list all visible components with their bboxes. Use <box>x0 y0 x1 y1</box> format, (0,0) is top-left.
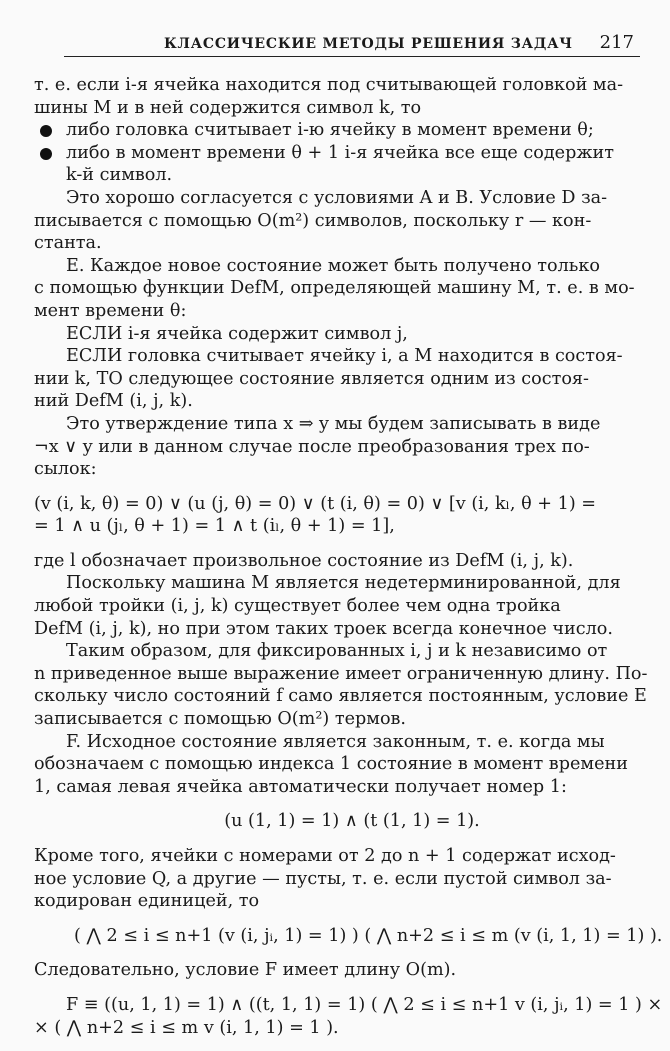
paragraph-1 <box>34 74 630 119</box>
formula-1 <box>34 493 630 538</box>
bullet-icon <box>40 148 52 160</box>
formula-4 <box>34 994 663 1039</box>
paragraph-9 <box>34 845 630 913</box>
text-line: Это утверждение типа x ⇒ y мы будем записывать в виде <box>66 413 601 434</box>
text-line: 1, самая левая ячейка автоматически получает номер 1: <box>34 776 567 797</box>
text-line: ЕСЛИ головка считывает ячейку i, а M находится в состоя- <box>66 346 623 367</box>
text-line: n приведенное выше выражение имеет ограниченную длину. По- <box>34 663 648 684</box>
rule-if-2 <box>34 345 630 413</box>
text-line: ное условие Q, а другие — пусты, т. е. если пустой символ за- <box>34 868 612 889</box>
formula-line: × ( ⋀ n+2 ≤ i ≤ m v (i, 1, 1) = 1 ). <box>34 1017 339 1038</box>
text-line: скольку число состояний f само является постоянным, условие E <box>34 686 647 707</box>
paragraph-8 <box>34 731 630 799</box>
formula-2: (u (1, 1) = 1) ∧ (t (1, 1) = 1). <box>224 811 480 832</box>
text-line: писывается с помощью O(m²) символов, поскольку r — кон- <box>34 210 592 231</box>
text-line: E. Каждое новое состояние может быть получено только <box>66 255 600 276</box>
text-line: станта. <box>34 233 102 254</box>
text-line: записывается с помощью O(m²) термов. <box>34 709 407 730</box>
text-line: мент времени θ: <box>34 300 187 321</box>
text-line: сылок: <box>34 459 97 480</box>
text-line: ¬x ∨ y или в данном случае после преобразования трех по- <box>34 436 590 457</box>
text-line: Поскольку машина M является недетерминированной, для <box>66 573 621 594</box>
rule-if-1: ЕСЛИ i-я ячейка содержит символ j, <box>66 323 408 344</box>
formula-3: ( ⋀ 2 ≤ i ≤ n+1 (v (i, jᵢ, 1) = 1) ) ( ⋀ n+2 ≤ i ≤ m (v (i, 1, 1) = 1) ). <box>74 925 663 946</box>
text-line: ний DefM (i, j, k). <box>34 391 193 412</box>
text-line: любой тройки (i, j, k) существует более чем одна тройка <box>34 596 561 617</box>
running-head: КЛАССИЧЕСКИЕ МЕТОДЫ РЕШЕНИЯ ЗАДАЧ <box>164 36 573 52</box>
paragraph-10: Следовательно, условие F имеет длину O(m). <box>34 960 457 981</box>
text-line: либо головка считывает i-ю ячейку в момент времени θ; <box>66 120 594 141</box>
paragraph-5: где l обозначает произвольное состояние из DefM (i, j, k). <box>34 550 574 571</box>
text-line: нии k, ТО следующее состояние является одним из состоя- <box>34 368 589 389</box>
bullet-item-2 <box>34 142 630 187</box>
bullet-item-1 <box>34 119 630 142</box>
text-line: DefM (i, j, k), но при этом таких троек всегда конечное число. <box>34 618 613 639</box>
page-body <box>34 74 663 1051</box>
paragraph-4 <box>34 413 630 481</box>
paragraph-2 <box>34 187 630 255</box>
text-line: кодирован единицей, то <box>34 891 260 912</box>
text-line: т. е. если i-я ячейка находится под считывающей головкой ма- <box>34 75 624 95</box>
paragraph-7 <box>34 640 648 730</box>
text-line: либо в момент времени θ + 1 i-я ячейка все еще содержит <box>66 142 614 163</box>
paragraph-3 <box>34 255 635 323</box>
text-line: F. Исходное состояние является законным, т. е. когда мы <box>66 731 605 752</box>
text-line: Кроме того, ячейки с номерами от 2 до n + 1 содержат исход- <box>34 846 616 866</box>
formula-line: (v (i, k, θ) = 0) ∨ (u (j, θ) = 0) ∨ (t (i, θ) = 0) ∨ [v (i, kₗ, θ + 1) = <box>34 493 597 514</box>
bullet-icon <box>40 125 52 137</box>
formula-line: = 1 ∧ u (jₗ, θ + 1) = 1 ∧ t (iₗ, θ + 1) = 1], <box>34 516 395 537</box>
text-line: Таким образом, для фиксированных i, j и k независимо от <box>66 641 608 662</box>
formula-line: F ≡ ((u, 1, 1) = 1) ∧ ((t, 1, 1) = 1) ( ⋀ 2 ≤ i ≤ n+1 v (i, jᵢ, 1) = 1 ) × <box>66 994 663 1015</box>
text-line: обозначаем с помощью индекса 1 состояние в момент времени <box>34 754 628 775</box>
text-line: с помощью функции DefM, определяющей машину M, т. е. в мо- <box>34 278 635 299</box>
paragraph-6 <box>34 572 630 640</box>
text-line: шины M и в ней содержится символ k, то <box>34 97 422 118</box>
page-header <box>64 30 640 57</box>
text-line: Это хорошо согласуется с условиями A и B. Условие D за- <box>66 187 608 208</box>
text-line: k-й символ. <box>66 165 173 186</box>
page-number: 217 <box>599 32 634 53</box>
